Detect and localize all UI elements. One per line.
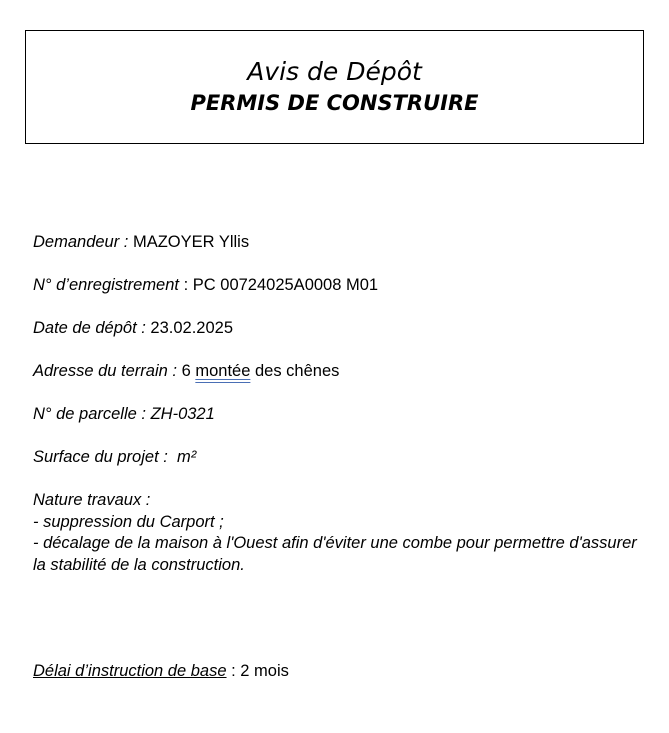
nature-travaux-item: - suppression du Carport ; xyxy=(33,512,224,531)
delai-sep: : xyxy=(226,662,241,680)
enregistrement-field xyxy=(33,275,378,295)
document-subtitle: PERMIS DE CONSTRUIRE xyxy=(190,91,479,115)
adresse-value-post: des chênes xyxy=(250,362,340,380)
demandeur-field xyxy=(33,232,249,252)
nature-travaux-block xyxy=(33,490,643,576)
adresse-field xyxy=(33,361,339,381)
adresse-label: Adresse du terrain : xyxy=(33,362,182,380)
adresse-value-pre: 6 xyxy=(181,362,196,380)
parcelle-value: ZH-0321 xyxy=(150,405,215,423)
nature-travaux-item: - décalage de la maison à l'Ouest afin d'éviter une combe pour permettre d'assurer la stabilité de la construction. xyxy=(33,534,637,574)
surface-field xyxy=(33,447,196,467)
enregistrement-value: PC 00724025A0008 M01 xyxy=(192,276,379,294)
enregistrement-sep: : xyxy=(179,276,193,294)
adresse-value-mid: montée xyxy=(195,362,251,380)
demandeur-value: MAZOYER Yllis xyxy=(132,233,250,251)
title-box xyxy=(25,30,644,144)
surface-label: Surface du projet : xyxy=(33,448,177,466)
date-depot-field xyxy=(33,318,233,338)
date-depot-label: Date de dépôt : xyxy=(33,319,151,337)
demandeur-label: Demandeur : xyxy=(33,233,133,251)
date-depot-value: 23.02.2025 xyxy=(150,319,234,337)
nature-travaux-label: Nature travaux : xyxy=(33,491,151,509)
parcelle-field xyxy=(33,404,215,424)
delai-value: 2 mois xyxy=(240,662,289,680)
surface-value: m² xyxy=(177,448,197,466)
enregistrement-label: N° d’enregistrement xyxy=(33,276,179,294)
delai-label: Délai d’instruction de base xyxy=(33,662,227,680)
document-title: Avis de Dépôt xyxy=(247,57,422,86)
parcelle-label: N° de parcelle : xyxy=(33,405,151,423)
delai-field xyxy=(33,661,289,681)
